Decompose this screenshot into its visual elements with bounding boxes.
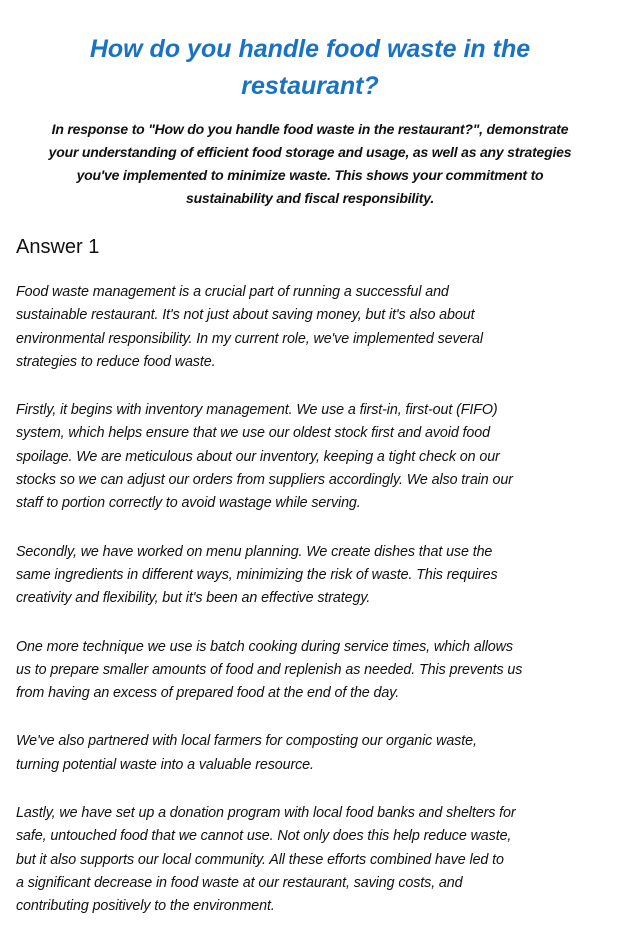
- prompt-line: your understanding of efficient food storage and usage, as well as any strategies: [48, 144, 572, 160]
- paragraph-line: system, which helps ensure that we use our oldest stock first and avoid food: [16, 425, 490, 442]
- paragraph-line: but it also supports our local community. All these efforts combined have led to: [16, 851, 504, 868]
- answer-paragraph: [16, 730, 611, 777]
- paragraph-line: strategies to reduce food waste.: [16, 353, 216, 370]
- answer-paragraph: [16, 281, 611, 374]
- answer-paragraph: [16, 541, 611, 611]
- paragraph-line: sustainable restaurant. It's not just about saving money, but it's also about: [16, 307, 475, 324]
- paragraph-line: Food waste management is a crucial part of running a successful and: [16, 284, 449, 300]
- page-title: [0, 31, 620, 105]
- paragraph-line: turning potential waste into a valuable resource.: [16, 756, 314, 773]
- paragraph-line: We've also partnered with local farmers for composting our organic waste,: [16, 733, 477, 750]
- title-line: restaurant?: [241, 71, 379, 100]
- paragraph-line: from having an excess of prepared food at the end of the day.: [16, 685, 400, 702]
- answer-heading: Answer 1: [16, 236, 100, 258]
- paragraph-line: stocks so we can adjust our orders from suppliers accordingly. We also train our: [16, 472, 513, 489]
- prompt-line: In response to "How do you handle food waste in the restaurant?", demonstrate: [51, 121, 569, 137]
- paragraph-line: contributing positively to the environment.: [16, 898, 275, 915]
- paragraph-line: environmental responsibility. In my current role, we've implemented several: [16, 330, 483, 347]
- paragraph-line: Firstly, it begins with inventory management. We use a first-in, first-out (FIFO): [16, 402, 498, 419]
- answer-paragraph: [16, 636, 611, 706]
- answer-paragraph: [16, 802, 611, 918]
- paragraph-line: spoilage. We are meticulous about our inventory, keeping a tight check on our: [16, 448, 500, 465]
- answer-body: [16, 281, 611, 944]
- paragraph-line: safe, untouched food that we cannot use. Not only does this help reduce waste,: [16, 828, 512, 845]
- title-line: How do you handle food waste in the: [89, 34, 531, 63]
- answer-paragraph: [16, 399, 611, 515]
- paragraph-line: One more technique we use is batch cooking during service times, which allows: [16, 638, 513, 655]
- prompt-line: you've implemented to minimize waste. This shows your commitment to: [76, 167, 544, 183]
- question-prompt: [0, 118, 620, 210]
- paragraph-line: a significant decrease in food waste at our restaurant, saving costs, and: [16, 874, 463, 891]
- paragraph-line: Secondly, we have worked on menu planning. We create dishes that use the: [16, 543, 493, 560]
- paragraph-line: us to prepare smaller amounts of food and replenish as needed. This prevents us: [16, 661, 523, 678]
- paragraph-line: Lastly, we have set up a donation program with local food banks and shelters for: [16, 805, 516, 822]
- paragraph-line: same ingredients in different ways, minimizing the risk of waste. This requires: [16, 566, 498, 583]
- paragraph-line: creativity and flexibility, but it's been an effective strategy.: [16, 590, 371, 607]
- paragraph-line: staff to portion correctly to avoid wastage while serving.: [16, 495, 361, 512]
- prompt-line: sustainability and fiscal responsibility.: [185, 190, 435, 206]
